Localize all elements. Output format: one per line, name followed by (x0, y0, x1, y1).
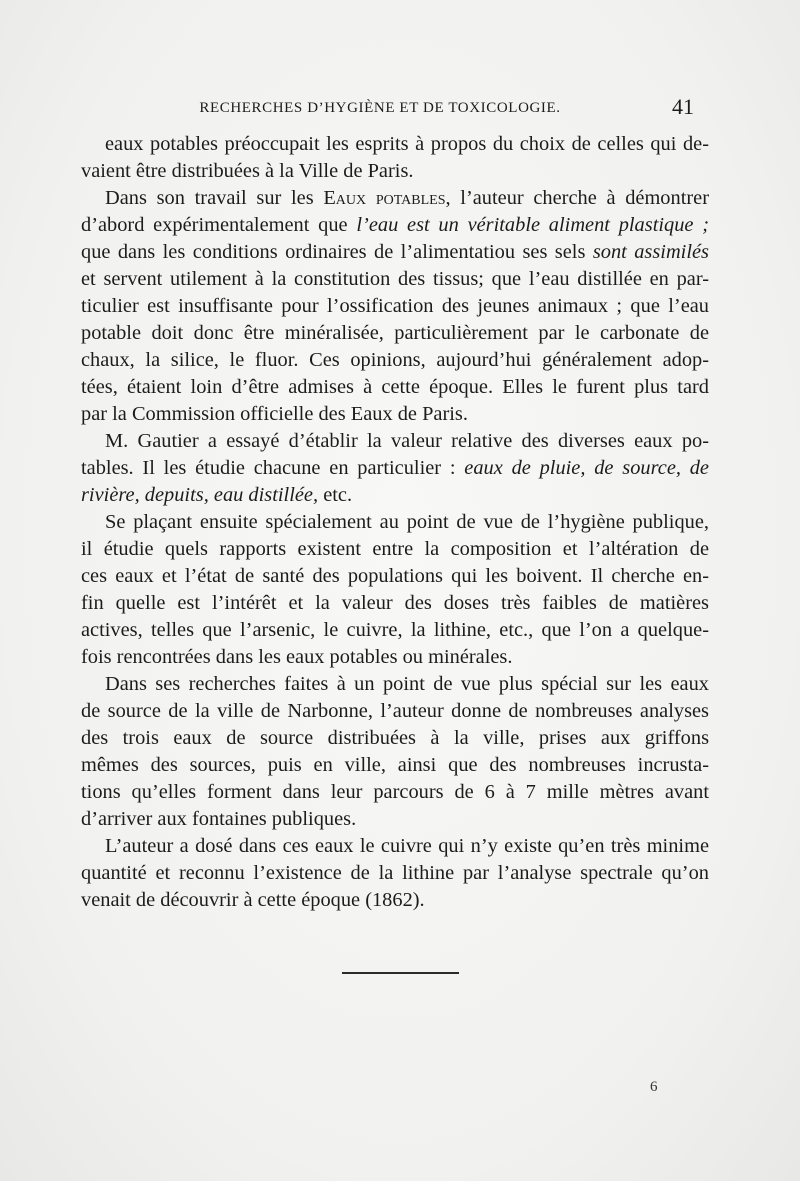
text-line: de source de la ville de Narbonne, l’auteur donne de nombreuses analyses (81, 700, 709, 722)
text-line (81, 239, 709, 266)
text-line: par la Commission officielle des Eaux de Paris. (81, 403, 468, 425)
text-line: potable doit donc être minéralisée, particulièrement par le carbonate de (81, 322, 709, 344)
text-line: et servent utilement à la constitution des tissus; que l’eau distillée en par- (81, 268, 709, 290)
text-line: ticulier est insuffisante pour l’ossification des jeunes animaux ; que l’eau (81, 295, 709, 317)
text-run: , l’auteur cherche à démontrer (445, 187, 709, 209)
text-run: d’abord expérimentalement que (81, 214, 357, 236)
text-line (81, 455, 709, 482)
text-line: Se plaçant ensuite spécialement au point de vue de l’hygiène publique, (105, 511, 709, 533)
text-run: tables. Il les étudie chacune en particulier : (81, 457, 465, 479)
small-caps-run: Eaux potables (323, 187, 446, 209)
signature-mark: 6 (650, 1079, 658, 1095)
text-line: quantité et reconnu l’existence de la lithine par l’analyse spectrale qu’on (81, 862, 709, 884)
text-line: Dans ses recherches faites à un point de vue plus spécial sur les eaux (105, 673, 709, 695)
closing-rule (342, 972, 459, 974)
italic-run: eaux de pluie, de source, de (464, 457, 709, 479)
running-head: RECHERCHES D’HYGIÈNE ET DE TOXICOLOGIE. (199, 100, 561, 116)
text-line (81, 185, 709, 212)
text-line: tées, étaient loin d’être admises à cette époque. Elles le furent plus tard (81, 376, 709, 398)
text-run: Dans son travail sur les (105, 187, 324, 209)
text-line: fois rencontrées dans les eaux potables ou minérales. (81, 646, 513, 668)
text-line: ces eaux et l’état de santé des populations qui les boivent. Il cherche en- (81, 565, 709, 587)
italic-run: l’eau est un véritable aliment plastique ; (356, 214, 710, 236)
text-line (81, 482, 709, 509)
body-text (81, 131, 709, 914)
text-line: venait de découvrir à cette époque (1862). (81, 889, 425, 911)
text-run: que dans les conditions ordinaires de l’alimentatiou ses sels (81, 241, 593, 263)
text-line: tions qu’elles forment dans leur parcours de 6 à 7 mille mètres avant (81, 781, 709, 803)
text-line: il étudie quels rapports existent entre la composition et l’altération de (81, 538, 709, 560)
text-line: fin quelle est l’intérêt et la valeur des doses très faibles de matières (81, 592, 709, 614)
italic-run: rivière, depuits, eau distillée, (81, 484, 319, 506)
italic-run: sont assimilés (592, 241, 709, 263)
text-line: eaux potables préoccupait les esprits à propos du choix de celles qui de- (105, 133, 709, 155)
text-line: L’auteur a dosé dans ces eaux le cuivre qui n’y existe qu’en très minime (105, 835, 709, 857)
text-line: vaient être distribuées à la Ville de Paris. (81, 160, 414, 182)
text-line (81, 212, 709, 239)
text-line: actives, telles que l’arsenic, le cuivre, la lithine, etc., que l’on a quelque- (81, 619, 709, 641)
page-number: 41 (672, 94, 694, 119)
text-line: des trois eaux de source distribuées à la ville, prises aux griffons (81, 727, 709, 749)
text-line: M. Gautier a essayé d’établir la valeur relative des diverses eaux po- (105, 430, 709, 452)
text-line: d’arriver aux fontaines publiques. (81, 808, 357, 830)
text-line: mêmes des sources, puis en ville, ainsi que des nombreuses incrusta- (81, 754, 709, 776)
text-run: etc. (318, 484, 353, 506)
text-line: chaux, la silice, le fluor. Ces opinions, aujourd’hui généralement adop- (81, 349, 709, 371)
